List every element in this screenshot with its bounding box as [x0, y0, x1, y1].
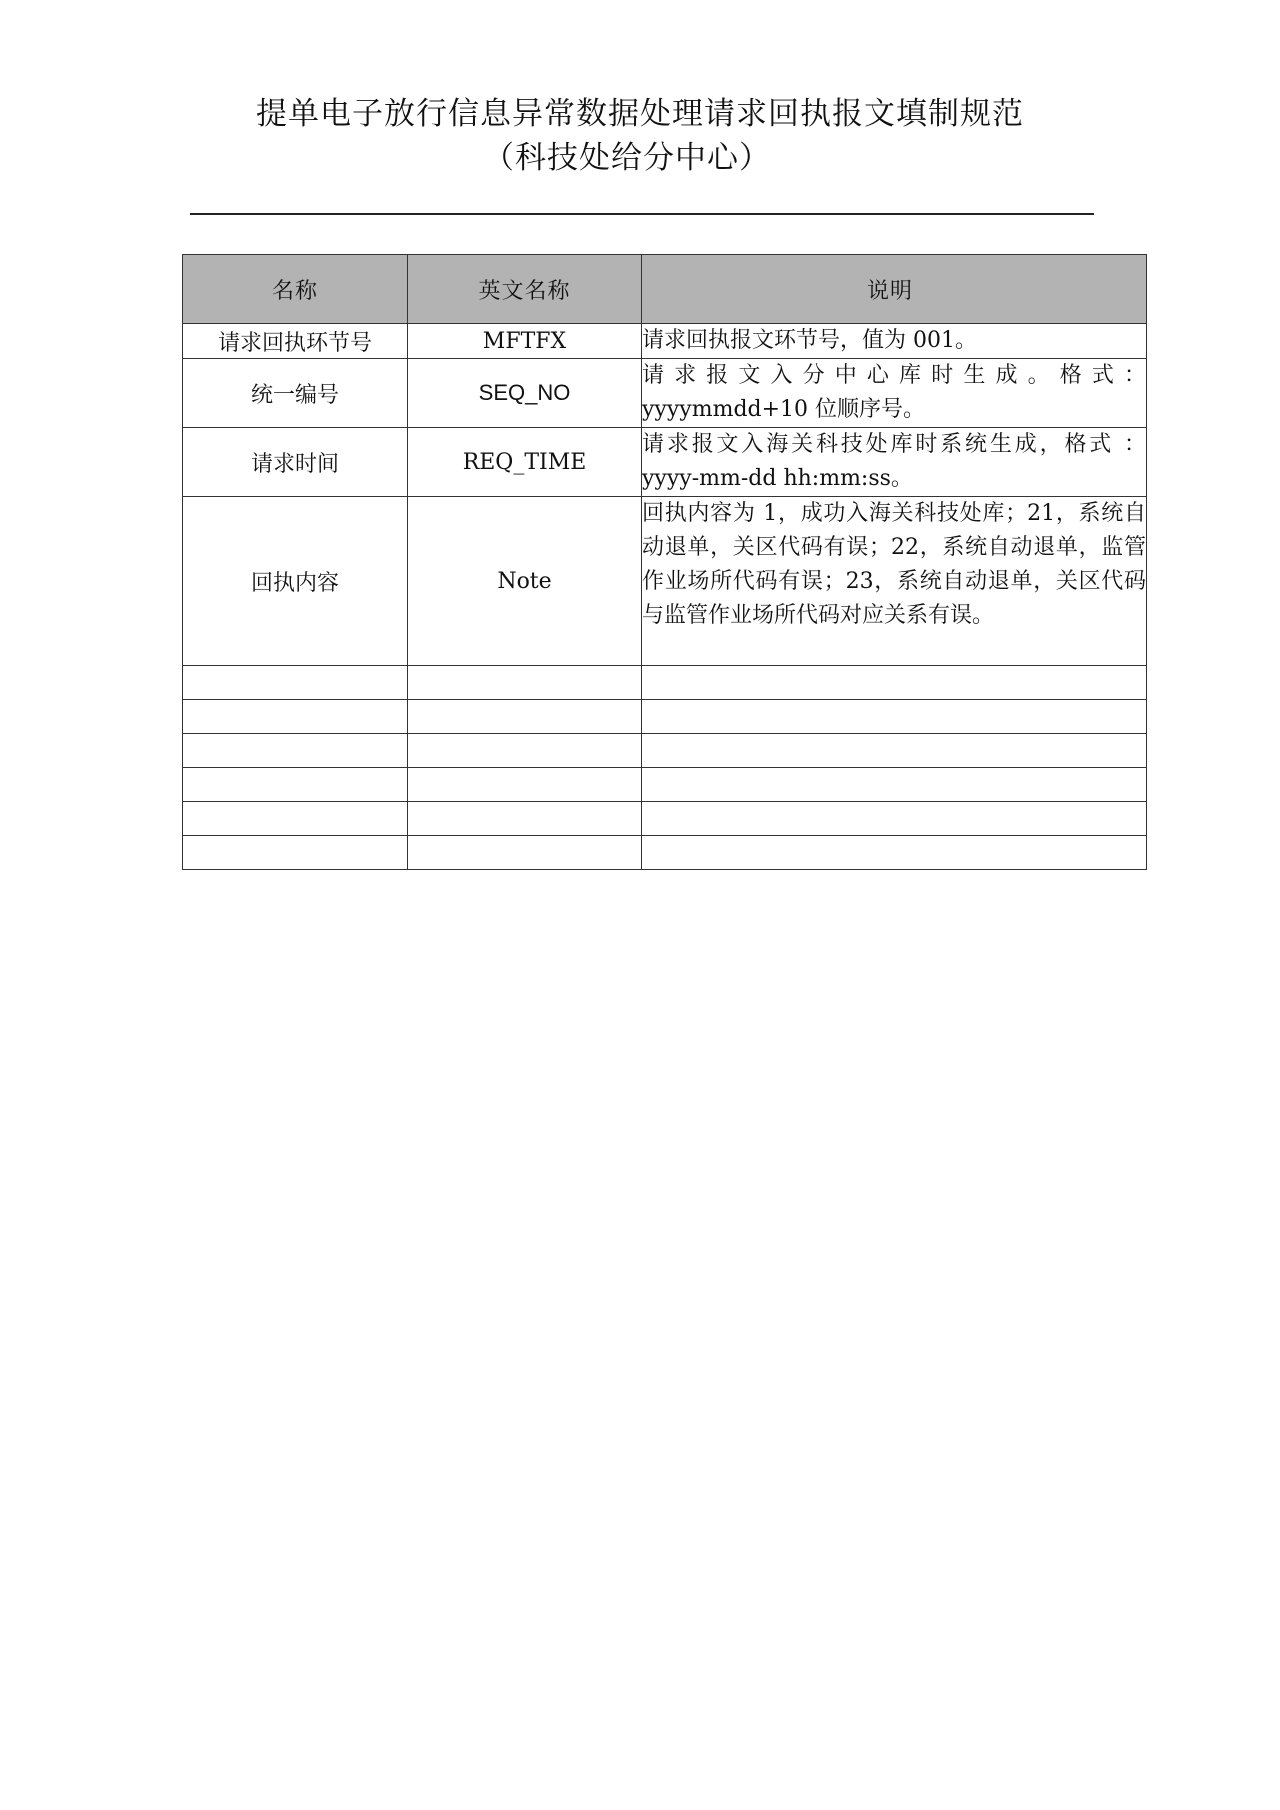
empty-table-row — [183, 836, 1147, 870]
empty-table-row — [183, 734, 1147, 768]
empty-cell — [183, 666, 408, 700]
empty-cell — [183, 802, 408, 836]
empty-cell — [642, 836, 1147, 870]
empty-cell — [408, 768, 642, 802]
empty-cell — [408, 734, 642, 768]
cell-english-name: REQ_TIME — [408, 428, 642, 497]
empty-cell — [183, 700, 408, 734]
spec-table — [182, 254, 1147, 870]
table-row — [183, 428, 1147, 497]
empty-cell — [183, 836, 408, 870]
header-description: 说明 — [642, 255, 1147, 324]
header-name: 名称 — [183, 255, 408, 324]
empty-cell — [642, 734, 1147, 768]
empty-table-row — [183, 802, 1147, 836]
cell-english-name: MFTFX — [408, 324, 642, 359]
table-row — [183, 324, 1147, 359]
document-subtitle: （科技处给分中心） — [483, 140, 771, 176]
cell-description: 请求回执报文环节号，值为 001。 — [642, 324, 1147, 359]
empty-cell — [642, 666, 1147, 700]
empty-cell — [408, 836, 642, 870]
cell-description: 回执内容为 1，成功入海关科技处库；21，系统自动退单，关区代码有误；22，系统自动退单，监管作业场所代码有误；23，系统自动退单，关区代码与监管作业场所代码对应关系有误。 — [642, 497, 1147, 666]
cell-english-name: SEQ_NO — [408, 359, 642, 428]
empty-table-row — [183, 768, 1147, 802]
empty-cell — [642, 768, 1147, 802]
cell-name: 回执内容 — [183, 497, 408, 666]
empty-table-row — [183, 666, 1147, 700]
header-row — [183, 255, 1147, 324]
empty-table-row — [183, 700, 1147, 734]
header-english-name: 英文名称 — [408, 255, 642, 324]
cell-name: 统一编号 — [183, 359, 408, 428]
cell-name: 请求时间 — [183, 428, 408, 497]
empty-cell — [408, 666, 642, 700]
empty-cell — [642, 700, 1147, 734]
cell-description: 请 求 报 文 入 分 中 心 库 时 生 成 。 格 式 ： yyyymmdd+10 位顺序号。 — [642, 359, 1147, 428]
cell-description: 请求报文入海关科技处库时系统生成，格式 ：yyyy-mm-dd hh:mm:ss。 — [642, 428, 1147, 497]
empty-cell — [642, 802, 1147, 836]
empty-cell — [408, 802, 642, 836]
table-row — [183, 497, 1147, 666]
empty-cell — [183, 768, 408, 802]
empty-cell — [408, 700, 642, 734]
empty-cell — [183, 734, 408, 768]
table-row — [183, 359, 1147, 428]
title-divider — [190, 213, 1094, 215]
document-title: 提单电子放行信息异常数据处理请求回执报文填制规范 — [256, 96, 1024, 132]
cell-english-name: Note — [408, 497, 642, 666]
cell-name: 请求回执环节号 — [183, 324, 408, 359]
